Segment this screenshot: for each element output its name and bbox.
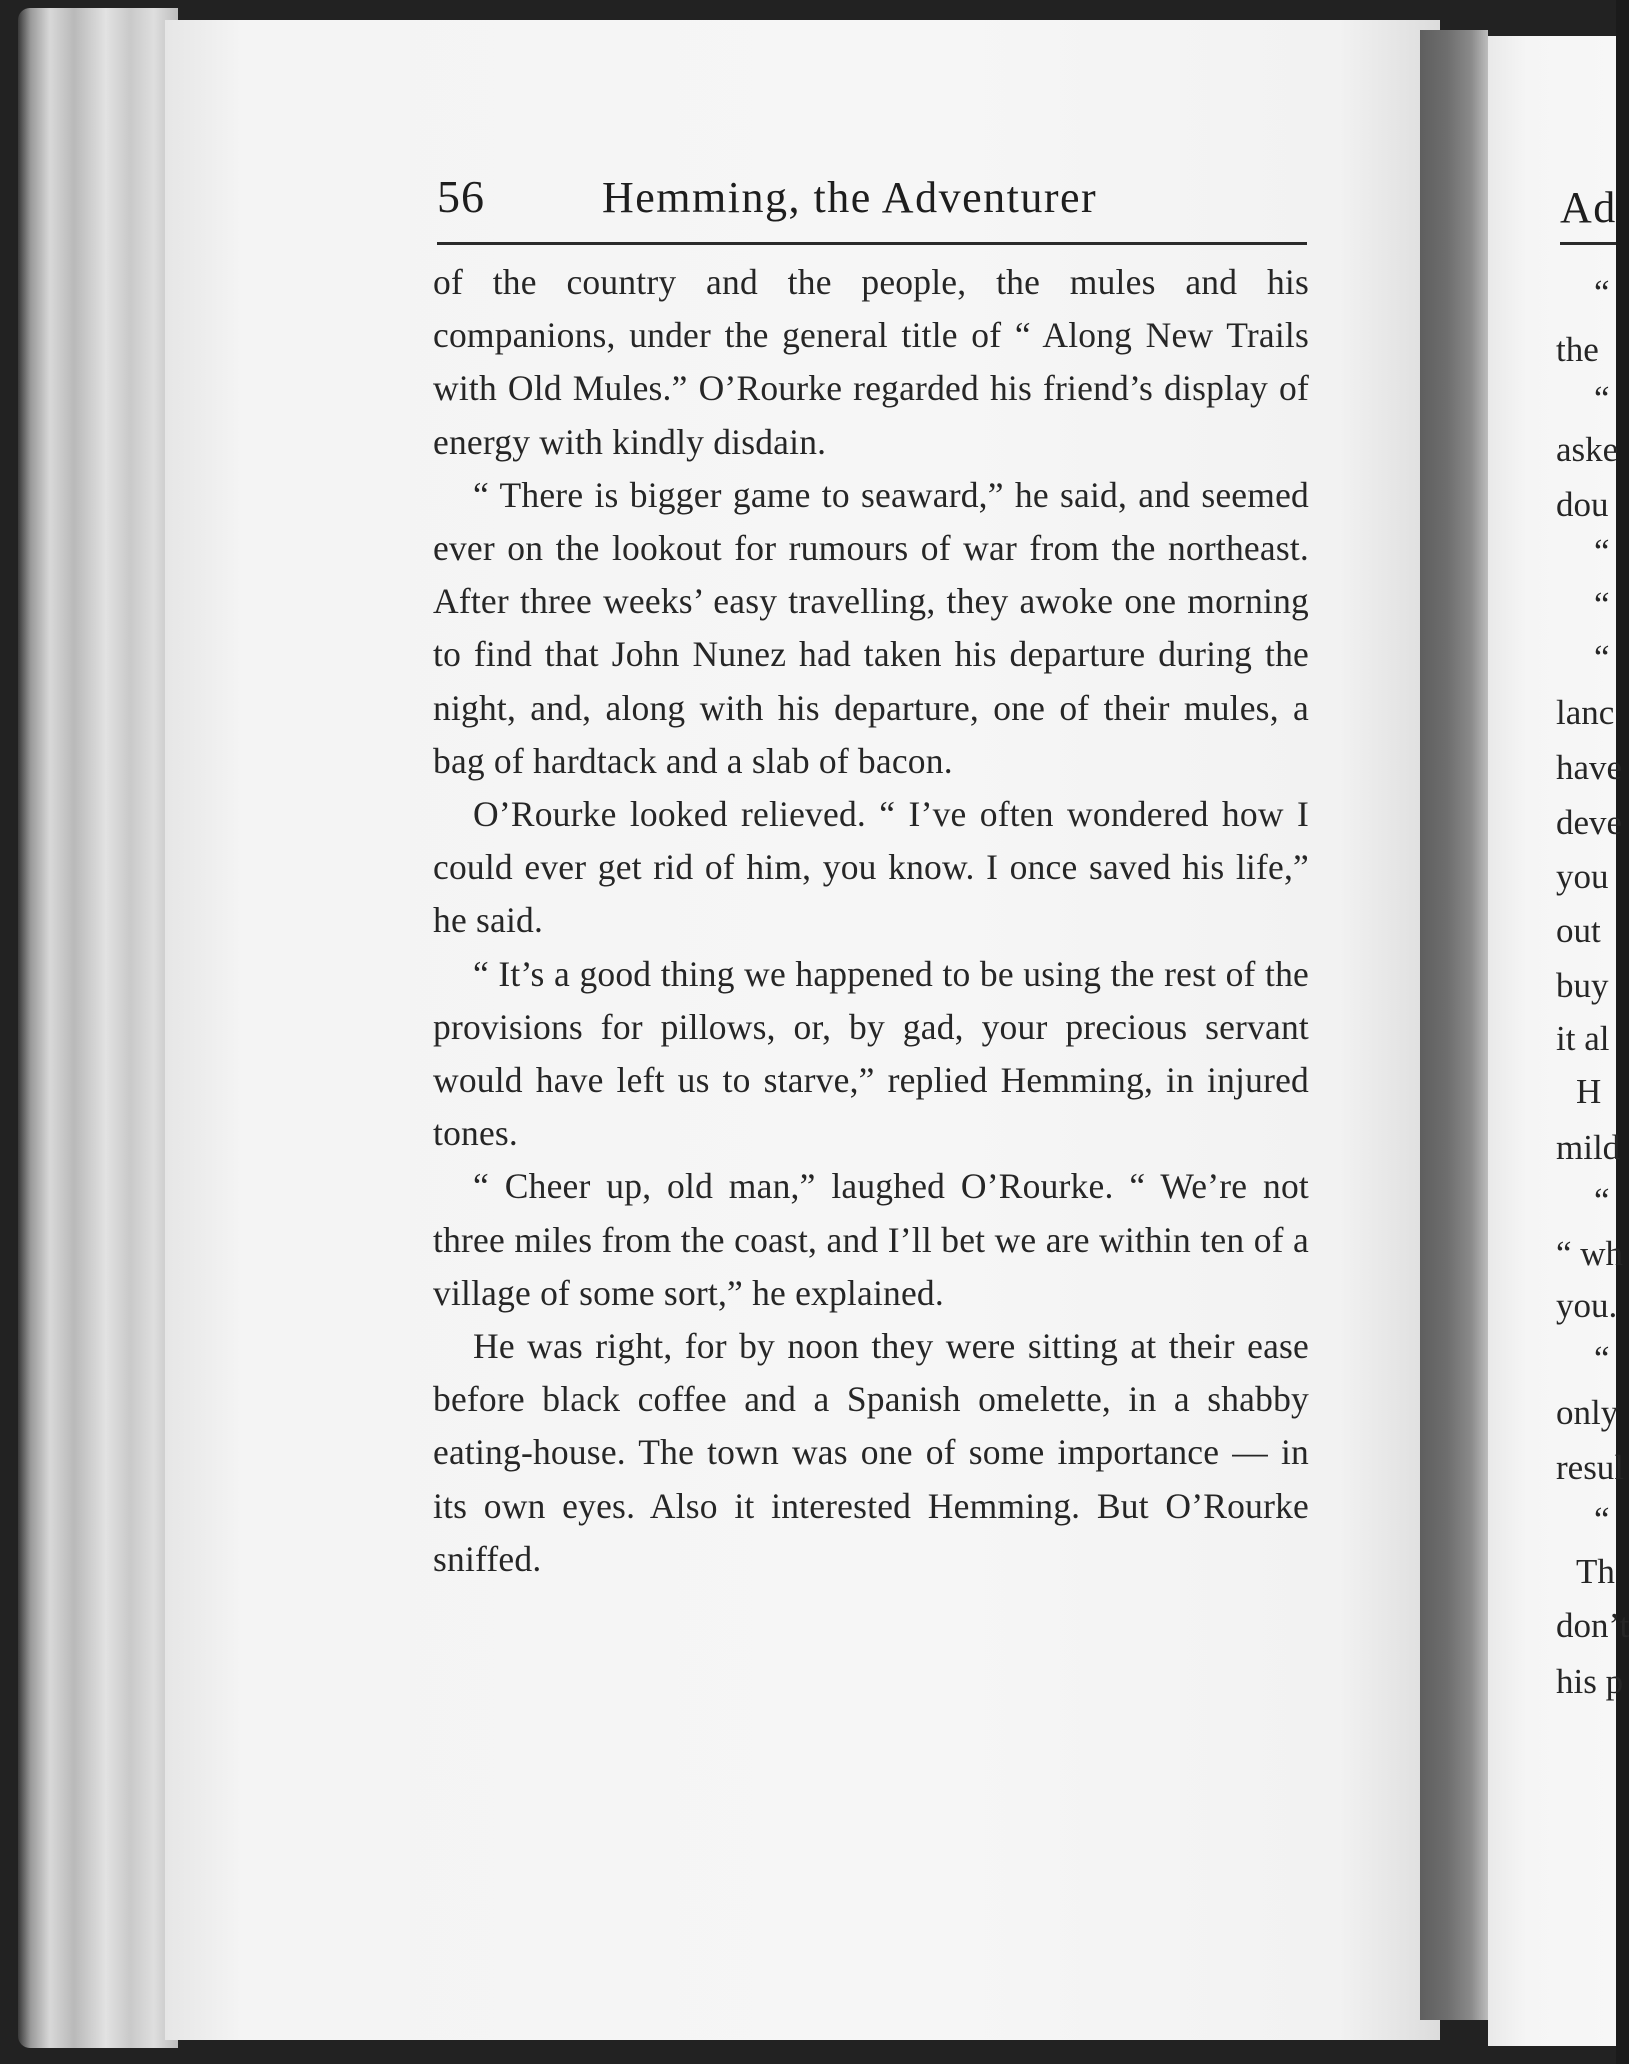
right-page-line-fragment: “ [1594, 532, 1610, 571]
right-page-line-fragment: H [1576, 1072, 1602, 1111]
right-page-heading-fragment: Ad [1560, 183, 1617, 232]
right-page-line-fragment: mild [1556, 1128, 1621, 1167]
right-page-line-fragment: buy [1556, 966, 1609, 1005]
paragraph-5: “ Cheer up, old man,” laughed O’Rourke. “ We’re not three miles from the coast, and I’ll bet we are within ten of a village of some sort,” he explained. [433, 1166, 1309, 1313]
right-page-line-fragment: “ wh [1556, 1234, 1624, 1273]
right-page-line-fragment: aske [1556, 430, 1619, 469]
paragraph-6: He was right, for by noon they were sitting at their ease before black coffee and a Spanish omelette, in a shabby eating-house. The town was one of some importance — in its own eyes. Also it interested Hemming. But O’Rourke sniffed. [433, 1326, 1309, 1579]
book-gutter [1420, 30, 1488, 2020]
right-page-line-fragment: you [1556, 857, 1609, 896]
right-header-rule [1560, 242, 1616, 245]
right-page-line-fragment: “ [1594, 1500, 1610, 1539]
right-page-line-fragment: Th [1576, 1552, 1615, 1591]
right-page-line-fragment: “ [1594, 1181, 1610, 1220]
body-text [433, 256, 1309, 1586]
paragraph-2: “ There is bigger game to seaward,” he said, and seemed ever on the lookout for rumours of war from the northeast. After three weeks’ easy travelling, they awoke one morning to find that John Nunez had taken his departure during the night, and, along with his departure, one of their mules, a bag of hardtack and a slab of bacon. [433, 474, 1309, 781]
right-page-line-fragment: you. [1556, 1286, 1618, 1325]
page-number: 56 [437, 171, 485, 222]
right-page-line-fragment: the [1556, 330, 1599, 369]
header-rule [437, 242, 1307, 245]
paragraph-3: O’Rourke looked relieved. “ I’ve often wondered how I could ever get rid of him, you know. I once saved his life,” he said. [433, 794, 1309, 941]
right-page-line-fragment: “ [1594, 585, 1610, 624]
paragraph-1: of the country and the people, the mules and his companions, under the general title of “ Along New Trails with Old Mules.” O’Rourke regarded his friend’s display of energy with kindly disdain. [433, 262, 1309, 462]
right-page-line-fragment: “ [1594, 273, 1610, 312]
right-page-line-fragment: his p [1556, 1662, 1624, 1701]
right-page-line-fragment: resul [1556, 1448, 1625, 1487]
right-page-line-fragment: out [1556, 911, 1601, 950]
page-header [437, 166, 1307, 246]
paragraph-4: “ It’s a good thing we happened to be using the rest of the provisions for pillows, or, by gad, your precious servant would have left us to starve,” replied Hemming, in injured tones. [433, 953, 1309, 1154]
running-title: Hemming, the Adventurer [602, 173, 1098, 222]
right-page-line-fragment: only [1556, 1393, 1619, 1432]
right-page-line-fragment: have [1556, 748, 1623, 787]
right-page-line-fragment: lanc [1556, 693, 1615, 732]
right-page-line-fragment: it al [1556, 1019, 1610, 1058]
right-page-line-fragment: “ [1594, 379, 1610, 418]
book-page-edges [18, 8, 178, 2048]
right-page-line-fragment: “ [1594, 638, 1610, 677]
right-page-line-fragment: deve [1556, 803, 1623, 842]
right-page-line-fragment: don’t [1556, 1606, 1629, 1645]
right-page-line-fragment: “ [1594, 1339, 1610, 1378]
right-page-line-fragment: dou [1556, 485, 1609, 524]
